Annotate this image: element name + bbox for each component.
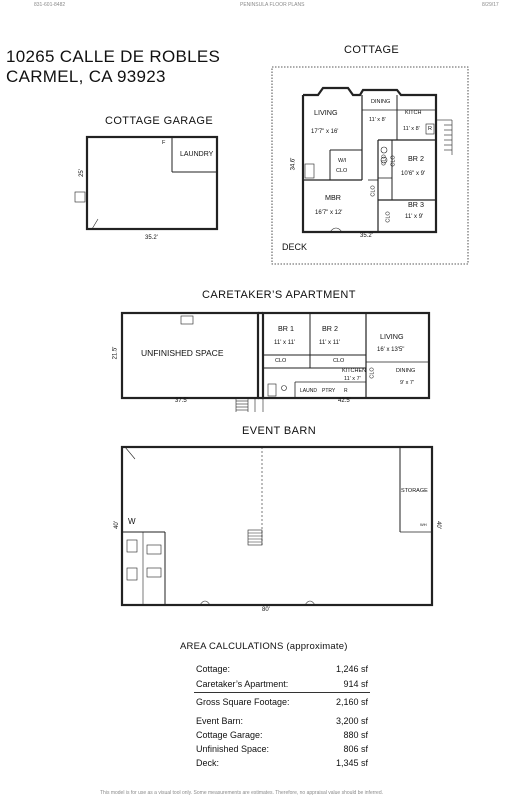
barn-dim-width: 80' xyxy=(262,607,270,613)
garage-laundry-label: LAUNDRY xyxy=(180,151,214,158)
apt-clo1-label: CLO xyxy=(275,358,287,364)
area-divider xyxy=(194,692,370,693)
barn-outer-wall xyxy=(122,447,432,605)
apt-kitchen-label: KITCHEN xyxy=(342,368,367,374)
area-value: 1,345 sf xyxy=(335,758,368,768)
cottage-r-label: R xyxy=(428,126,432,132)
apt-dining-dim: 9' x 7' xyxy=(400,380,415,386)
cottage-dim-width: 35.2' xyxy=(360,233,373,239)
cottage-title: COTTAGE xyxy=(344,44,400,56)
barn-plan xyxy=(122,447,432,605)
area-value: 806 sf xyxy=(343,744,368,754)
barn-w-label: W xyxy=(128,517,136,526)
address-line2: CARMEL, CA 93923 xyxy=(6,67,166,86)
apt-br1-label: BR 1 xyxy=(278,324,294,333)
area-row-gross xyxy=(196,697,368,707)
area-value: 914 sf xyxy=(343,679,368,689)
area-row-unfinished xyxy=(196,744,368,754)
cottage-clo-a: CLO xyxy=(381,154,388,166)
address-line1: 10265 CALLE DE ROBLES xyxy=(6,47,221,66)
apartment-title: CARETAKER’S APARTMENT xyxy=(202,289,356,301)
cottage-wi-clo-label: CLO xyxy=(336,168,348,174)
garage-dim-width: 35.2' xyxy=(145,235,158,241)
cottage-deck-label: DECK xyxy=(282,242,308,252)
apt-clo3-label: CLO xyxy=(369,367,376,379)
garage-dim-height: 25' xyxy=(78,169,85,177)
area-value: 880 sf xyxy=(343,730,368,740)
apt-dim-left-width: 37.5' xyxy=(175,398,188,404)
area-calculations-title: AREA CALCULATIONS (approximate) xyxy=(180,641,348,652)
area-row-cottage xyxy=(196,664,368,674)
cottage-br3-label: BR 3 xyxy=(408,200,424,209)
apt-living-dim: 16' x 13'5" xyxy=(377,347,405,353)
area-label: Gross Square Footage: xyxy=(196,697,290,707)
area-row-apartment xyxy=(196,679,368,689)
area-label: Caretaker’s Apartment: xyxy=(196,679,289,689)
cottage-mbr-dim: 16'7" x 12' xyxy=(315,210,343,216)
footer-disclaimer: This model is for use as a visual tool only. Some measurements are estimates. Therefore, no appraisal value should be inferred. xyxy=(100,790,384,796)
area-label: Deck: xyxy=(196,758,220,768)
cottage-br2-label: BR 2 xyxy=(408,154,424,163)
barn-dim-right: 40' xyxy=(434,521,441,529)
area-value: 3,200 sf xyxy=(335,716,368,726)
unfinished-space-label: UNFINISHED SPACE xyxy=(141,348,224,358)
area-label: Cottage Garage: xyxy=(196,730,263,740)
apt-clo2-label: CLO xyxy=(333,358,345,364)
area-row-barn xyxy=(196,716,368,726)
cottage-mbr-label: MBR xyxy=(325,193,341,202)
cottage-kitchen-label: KITCH xyxy=(405,110,422,116)
apt-br2-label: BR 2 xyxy=(322,324,338,333)
apt-kitchen-dim: 11' x 7' xyxy=(344,376,361,382)
cottage-kitchen-dim: 11' x 8' xyxy=(403,126,420,132)
apt-dim-right-width: 42.5' xyxy=(338,398,351,404)
barn-storage-label: STORAGE xyxy=(401,488,428,494)
cottage-wi-label: W/I xyxy=(338,158,347,164)
area-value: 2,160 sf xyxy=(335,697,368,707)
cottage-living-dim: 17'7" x 16' xyxy=(311,129,339,135)
area-row-garage xyxy=(196,730,368,740)
cottage-br2-dim: 10'6" x 9' xyxy=(401,171,426,177)
header-company: PENINSULA FLOOR PLANS xyxy=(240,2,305,8)
cottage-clo-c: CLO xyxy=(370,185,377,197)
area-label: Cottage: xyxy=(196,664,231,674)
barn-dim-left: 40' xyxy=(113,521,120,529)
garage-f-label: F xyxy=(162,140,166,146)
cottage-clo-d: CLO xyxy=(385,211,392,223)
header-phone: 831-601-8482 xyxy=(34,2,66,8)
apt-ptry-label: PTRY xyxy=(322,388,336,394)
apt-dining-label: DINING xyxy=(396,368,416,374)
barn-title: EVENT BARN xyxy=(242,425,317,437)
apt-laund-label: LAUND xyxy=(300,388,317,394)
cottage-dim-height: 34.6' xyxy=(290,157,297,171)
area-label: Event Barn: xyxy=(196,716,244,726)
apt-r-label: R xyxy=(344,388,348,394)
area-value: 1,246 sf xyxy=(335,664,368,674)
area-row-deck xyxy=(196,758,368,768)
cottage-br3-dim: 11' x 9' xyxy=(405,214,424,220)
apt-living-label: LIVING xyxy=(380,332,404,341)
apt-br1-dim: 11' x 11' xyxy=(274,340,296,346)
cottage-dining-dim: 11' x 8' xyxy=(369,117,386,123)
barn-wh-label: WH xyxy=(420,522,427,527)
cottage-dining-label: DINING xyxy=(371,99,391,105)
cottage-living-label: LIVING xyxy=(314,108,338,117)
header-date: 8/29/17 xyxy=(482,2,499,8)
apt-br2-dim: 11' x 11' xyxy=(319,340,341,346)
garage-title: COTTAGE GARAGE xyxy=(105,115,214,127)
area-label: Unfinished Space: xyxy=(196,744,270,754)
apt-dim-height: 21.5' xyxy=(112,346,119,360)
cottage-clo-b: CLO xyxy=(390,155,397,167)
